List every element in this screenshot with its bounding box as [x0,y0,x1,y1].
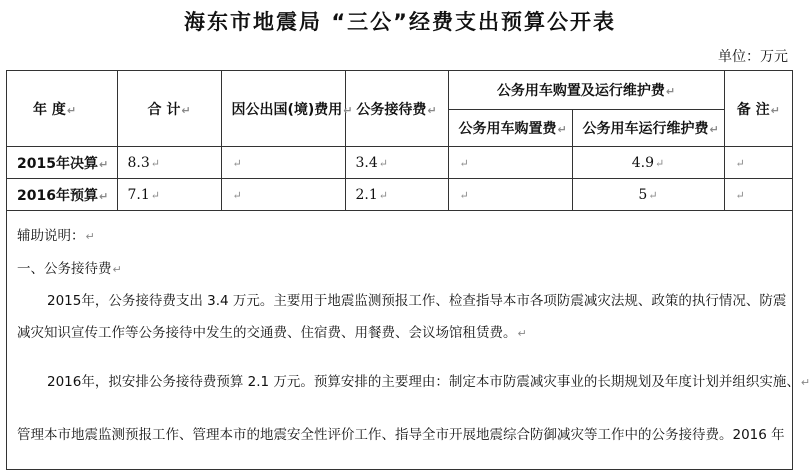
paragraph-mark: ↵ [648,188,658,202]
paragraph-mark: ↵ [85,230,95,243]
paragraph-mark: ↵ [427,103,437,117]
paragraph-mark: ↵ [181,103,191,117]
paragraph-mark: ↵ [112,263,122,276]
notes-label: 辅助说明：↵ [17,228,95,244]
header-abroad: 因公出国(境)费用↵ [221,71,345,147]
cell-reception: 3.4↵ [345,147,448,179]
header-year: 年 度↵ [7,71,117,147]
budget-document [6,70,810,470]
paragraph-mark: ↵ [517,327,527,340]
paragraph-mark: ↵ [98,189,109,203]
table-header-row [7,71,792,110]
unit-label: 单位：万元 [718,49,788,65]
cell-vehicle-purchase [448,147,572,179]
paragraph-mark: ↵ [343,103,353,117]
notes-paragraph-continued: 减灾知识宣传工作等公务接待中发生的交通费、住宿费、用餐费、会议场馆租赁费。↵ [17,325,527,341]
paragraph-mark: ↵ [459,188,469,202]
cell-vehicle-purchase [448,179,572,211]
notes-section [7,211,810,444]
paragraph-mark: ↵ [770,103,780,117]
cell-vehicle-operation: 5↵ [572,179,724,211]
header-vehicle-group: 公务用车购置及运行维护费↵ [448,71,724,110]
cell-remark [724,147,792,179]
paragraph-mark: ↵ [665,85,676,98]
table-row [7,147,792,179]
paragraph-mark: ↵ [655,156,665,170]
paragraph-mark: ↵ [232,156,242,170]
notes-paragraph: 2015年，公务接待费支出 3.4 万元。主要用于地震监测预报工作、检查指导本市各项防震减灾法规、政策的执行情况、防震 [47,293,787,309]
notes-paragraph-continued: 管理本市地震监测预报工作、管理本市的地震安全性评价工作、指导全市开展地震综合防御减灾等工作中的公务接待费。2016 年 [17,427,785,443]
paragraph-mark: ↵ [150,156,160,170]
cell-remark [724,179,792,211]
notes-paragraph: 2016年，拟安排公务接待费预算 2.1 万元。预算安排的主要理由：制定本市防震减灾事业的长期规划及年度计划并组织实施、↵ [47,374,810,390]
cell-year: 2016年预算↵ [7,179,117,211]
paragraph-mark: ↵ [709,123,719,136]
paragraph-mark: ↵ [232,188,242,202]
paragraph-mark: ↵ [378,156,388,170]
paragraph-mark: ↵ [150,188,160,202]
paragraph-mark: ↵ [800,376,810,389]
page-title: 海东市地震局 “三公”经费支出预算公开表 [184,10,616,34]
paragraph-mark: ↵ [735,156,745,170]
cell-abroad [221,147,345,179]
paragraph-mark: ↵ [557,123,567,136]
paragraph-mark: ↵ [378,188,388,202]
cell-total: 7.1↵ [117,179,221,211]
budget-table [7,71,792,211]
header-total: 合 计↵ [117,71,221,147]
cell-year: 2015年决算↵ [7,147,117,179]
paragraph-mark: ↵ [459,156,469,170]
header-reception: 公务接待费↵ [345,71,448,147]
header-vehicle-purchase: 公务用车购置费↵ [448,110,572,147]
cell-total: 8.3↵ [117,147,221,179]
paragraph-mark: ↵ [735,188,745,202]
table-row [7,179,792,211]
header-remark: 备 注↵ [724,71,792,147]
cell-abroad [221,179,345,211]
cell-reception: 2.1↵ [345,179,448,211]
cell-vehicle-operation: 4.9↵ [572,147,724,179]
header-vehicle-operation: 公务用车运行维护费↵ [572,110,724,147]
notes-section-heading: 一、公务接待费↵ [17,261,122,277]
paragraph-mark: ↵ [98,157,109,171]
paragraph-mark: ↵ [66,103,77,117]
